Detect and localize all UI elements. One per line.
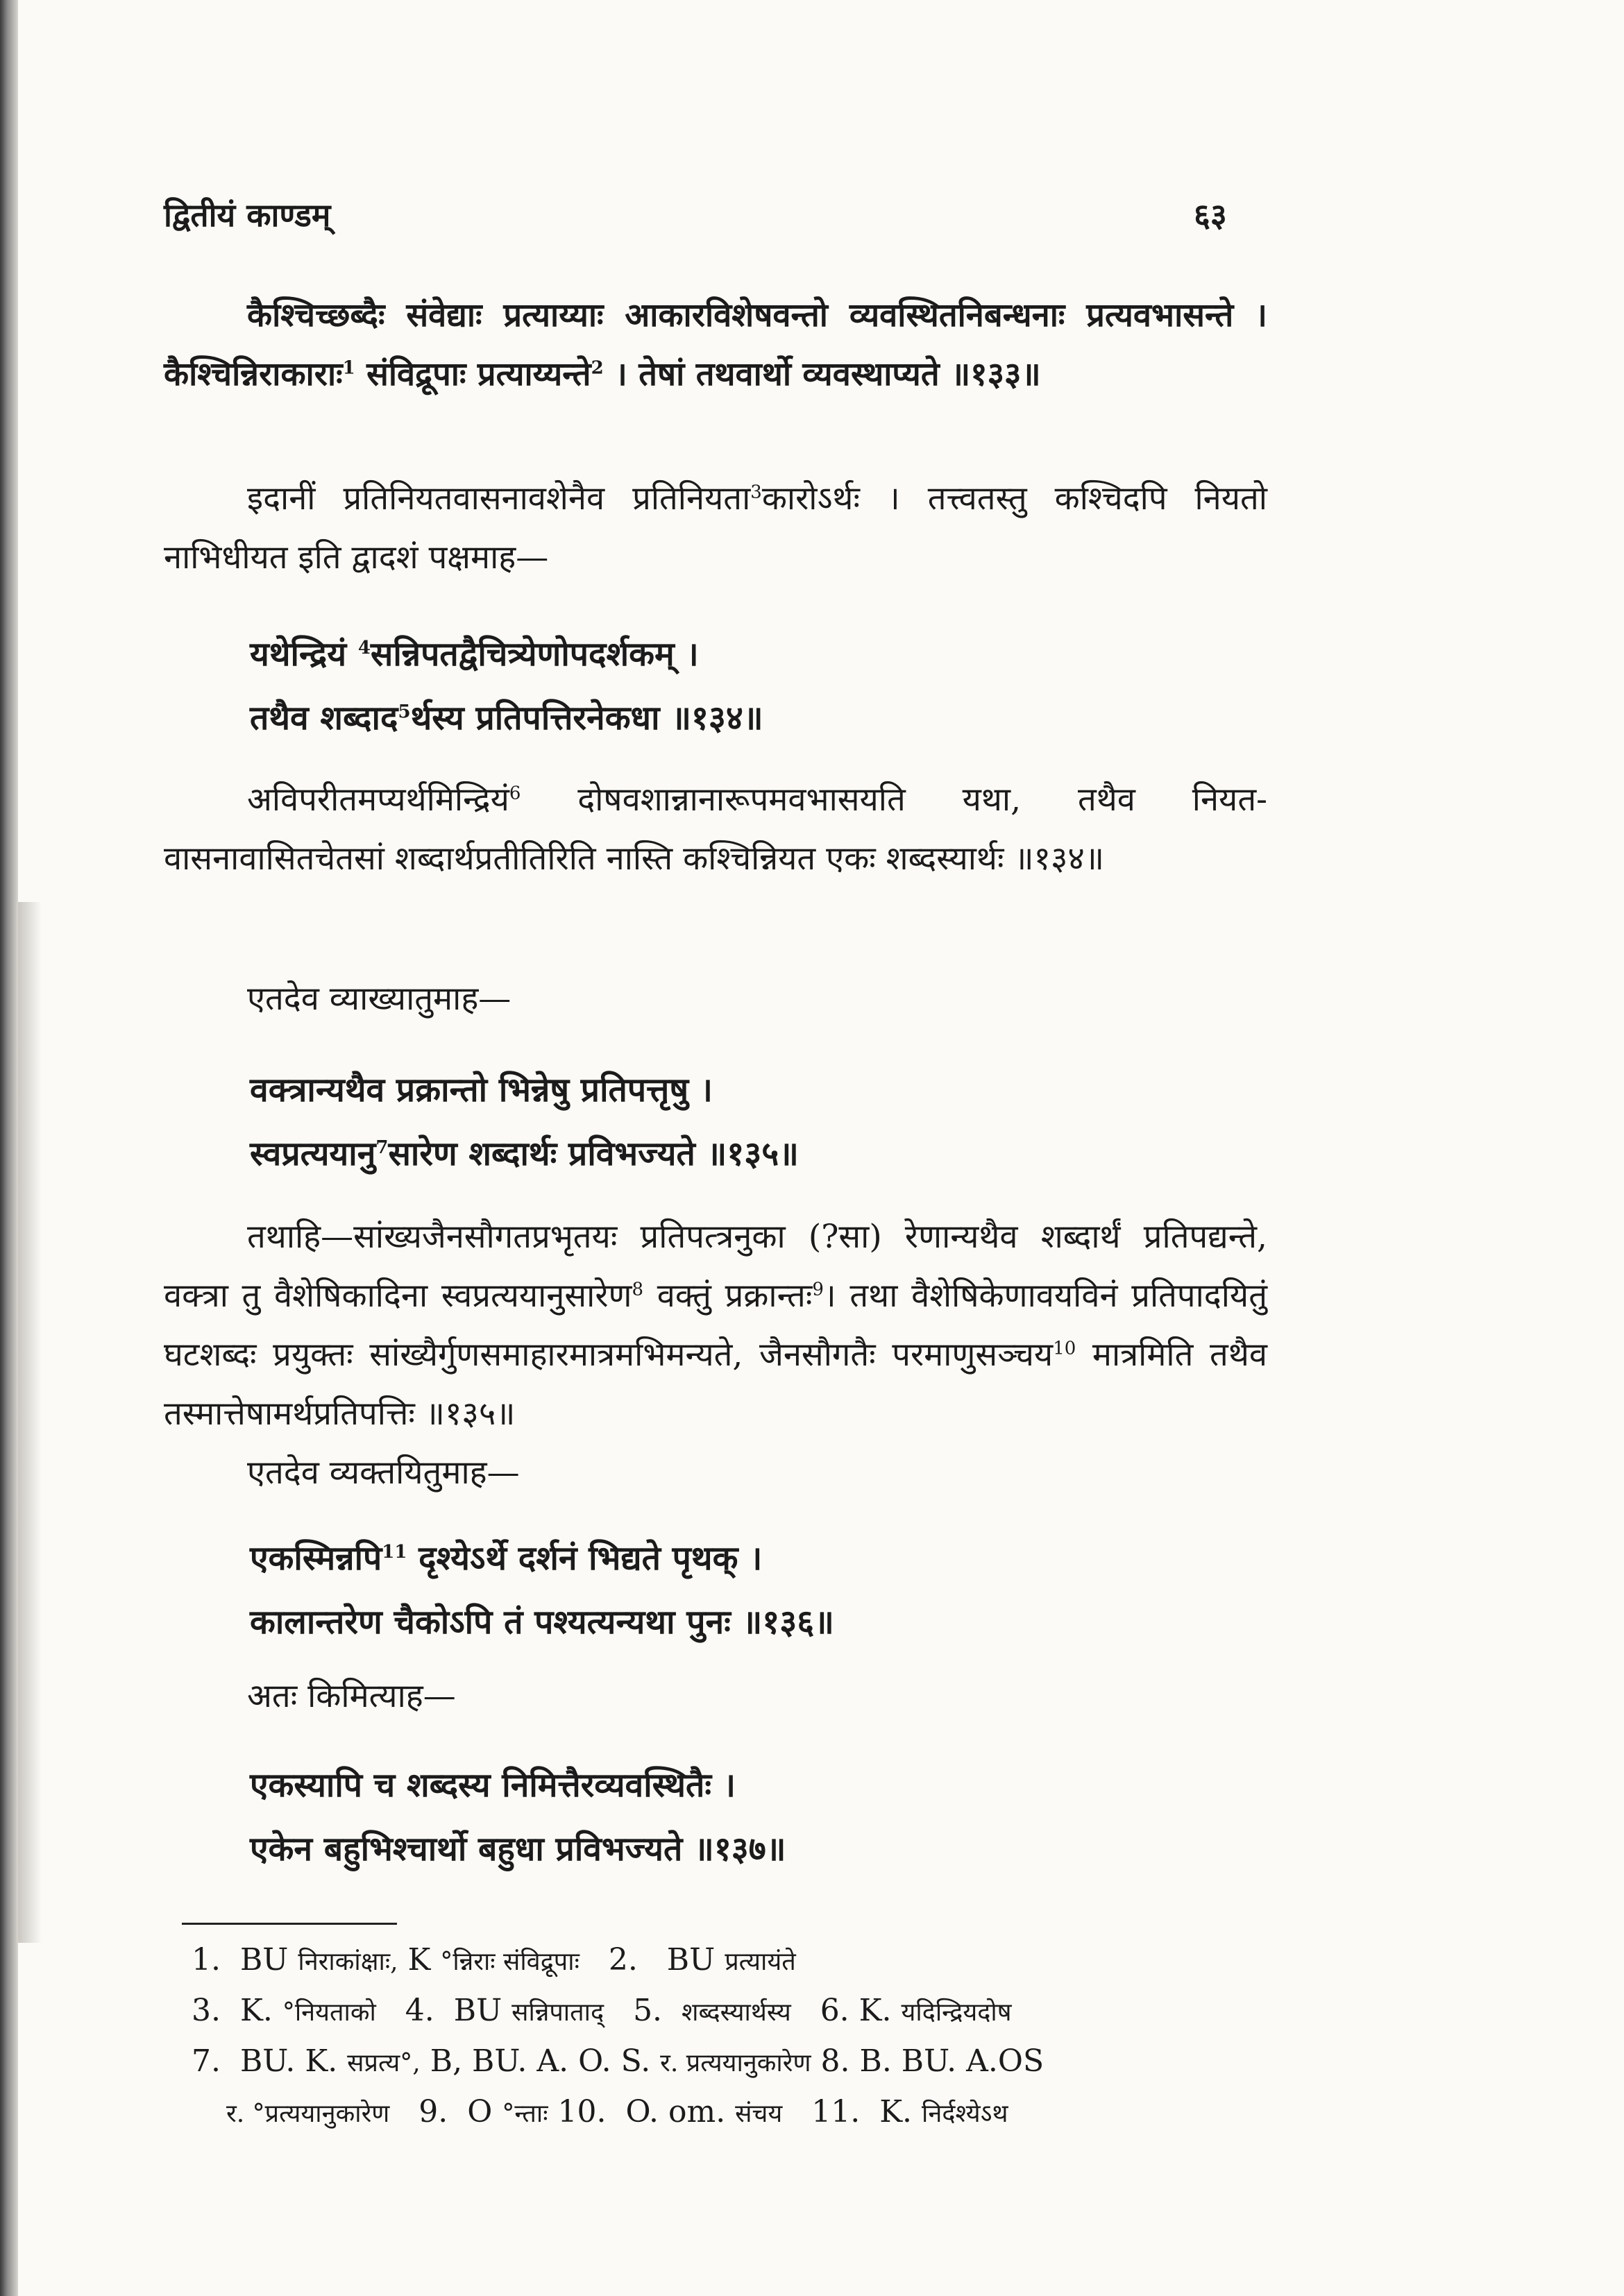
intro-136: एतदेव व्यक्तयितुमाह— xyxy=(247,1454,520,1492)
paragraph-intro-134: इदानीं प्रतिनियतवासनावशेनैव प्रतिनियता$^3$कारोऽर्थः । तत्त्वतस्तु कश्चिदपि नियतो नाभिधीयत इति द्वादशं पक्षमाह— xyxy=(164,479,1267,577)
footnote-ref-3: 3 xyxy=(750,482,762,503)
footnote-ref-4: 4 xyxy=(357,638,371,658)
commentary-134: अविपरीतमप्यर्थमिन्द्रियं$^6$ दोषवशान्नानारूपमवभासयति यथा, तथैव नियत-वासनावासितचेतसां शब्दार्थप्रतीतिरिति नास्ति कश्चिन्नियत एकः शब्दस्यार्थः ॥१३४॥ xyxy=(164,781,1267,878)
intro-135: एतदेव व्याख्यातुमाह— xyxy=(247,980,511,1018)
footnote-ref-1: 1 xyxy=(342,357,355,379)
footnote-line-4: र. °प्रत्ययानुकारेण 9. O °न्ताः 10. O. om. संचय 11. K. निर्दश्येऽथ xyxy=(226,2094,1008,2129)
footnotes xyxy=(192,1936,1302,2138)
footnote-rule xyxy=(182,1923,397,1925)
footnote-ref-10: 10 xyxy=(1053,1338,1076,1359)
scan-spine-shadow xyxy=(0,0,18,2296)
footnote-ref-2: 2 xyxy=(591,357,604,379)
verse-136-line-2: कालान्तरेण चैकोऽपि तं पश्यत्यन्यथा पुनः ॥१३६॥ xyxy=(250,1603,834,1642)
running-header: द्वितीयं काण्डम् xyxy=(164,196,331,234)
footnote-line-3: 7. BU. K. सप्रत्य°, B, BU. A. O. S. र. प्रत्ययानुकारेण 8. B. BU. A.OS xyxy=(192,2043,1044,2079)
verse-134-line-2: तथैव शब्दाद$^5$र्थस्य प्रतिपत्तिरनेकधा ॥१३४॥ xyxy=(250,699,763,738)
verse-137-line-2: एकेन बहुभिश्चार्थो बहुधा प्रविभज्यते ॥१३७॥ xyxy=(250,1830,786,1869)
verse-136 xyxy=(250,1527,1256,1654)
page-number: ६३ xyxy=(1194,196,1227,234)
footnote-ref-7: 7 xyxy=(375,1137,389,1158)
footnote-ref-8: 8 xyxy=(632,1279,644,1300)
footnote-ref-9: 9 xyxy=(812,1279,824,1300)
verse-137-line-1: एकस्यापि च शब्दस्य निमित्तैरव्यवस्थितैः । xyxy=(250,1766,736,1805)
scan-edge-shadow xyxy=(18,902,42,1943)
verse-136-line-1: एकस्मिन्नपि$^{11}$ दृश्येऽर्थे दर्शनं भिद्यते पृथक् । xyxy=(250,1539,763,1578)
verse-135 xyxy=(250,1058,1256,1186)
footnote-ref-11: 11 xyxy=(382,1542,407,1563)
verse-137 xyxy=(250,1753,1256,1881)
verse-135-line-2: स्वप्रत्ययानु$^7$सारेण शब्दार्थः प्रविभज्यते ॥१३५॥ xyxy=(250,1134,799,1173)
verse-134 xyxy=(250,622,1256,750)
footnote-ref-5: 5 xyxy=(398,701,411,722)
verse-134-line-1: यथेन्द्रियं $^4$सन्निपतद्वैचित्र्येणोपदर्शकम् । xyxy=(250,635,699,674)
footnote-line-2: 3. K. °नियताको 4. BU सन्निपाताद् 5. शब्दस्यार्थस्य 6. K. यदिन्द्रियदोष xyxy=(192,1993,1012,2028)
verse-135-line-1: वक्त्रान्यथैव प्रक्रान्तो भिन्नेषु प्रतिपत्तृषु । xyxy=(250,1071,713,1109)
intro-137: अतः किमित्याह— xyxy=(247,1677,456,1715)
paragraph-133: कैश्चिच्छब्दैः संवेद्याः प्रत्याय्याः आकारविशेषवन्तो व्यवस्थितनिबन्धनाः प्रत्यवभासन्ते । कैश्चिन्निराकाराः$^1$ संविद्रूपाः प्रत्याय्यन्ते$^2$ । तेषां तथवार्थो व्यवस्थाप्यते ॥१३३॥ xyxy=(164,296,1267,393)
footnote-ref-6: 6 xyxy=(509,783,521,804)
commentary-135: तथाहि—सांख्यजैनसौगतप्रभृतयः प्रतिपत्त्रनुका (?सा) रेणान्यथैव शब्दार्थं प्रतिपद्यन्ते, वक्त्रा तु वैशेषिकादिना स्वप्रत्ययानुसारेण$^8$ वक्तुं प्रक्रान्तः$^9$। तथा वैशेषिकेणावयविनं प्रतिपादयितुं घटशब्दः प्रयुक्तः सांख्यैर्गुणसमाहारमात्रमभिमन्यते, जैनसौगतैः परमाणुसञ्चय$^{10}$ मात्रमिति तथैव तस्मात्तेषामर्थप्रतिपत्तिः ॥१३५॥ xyxy=(164,1218,1267,1433)
footnote-line-1: 1. BU निराकांक्षाः, K °न्निराः संविद्रूपाः 2. BU प्रत्यायंते xyxy=(192,1942,796,1978)
